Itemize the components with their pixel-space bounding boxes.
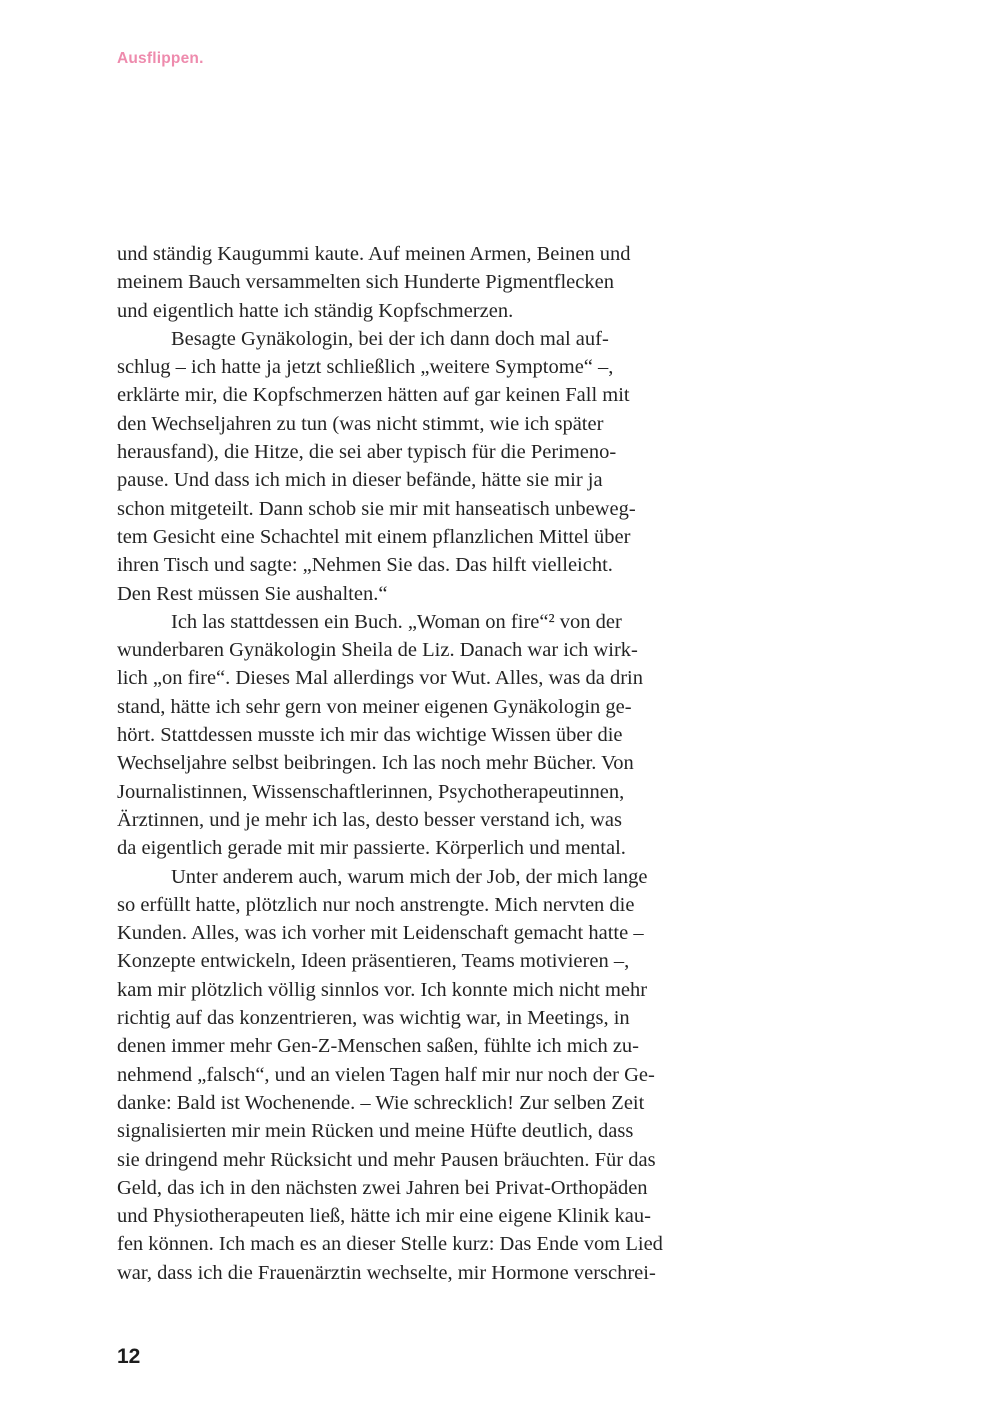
text-line: hört. Stattdessen musste ich mir das wichtige Wissen über die — [117, 724, 623, 747]
text-line: ihren Tisch und sagte: „Nehmen Sie das. Das hilft vielleicht. — [117, 554, 613, 577]
text-line: richtig auf das konzentrieren, was wichtig war, in Meetings, in — [117, 1007, 630, 1030]
text-line: schlug – ich hatte ja jetzt schließlich „weitere Symptome“ –, — [117, 356, 614, 379]
text-line: so erfüllt hatte, plötzlich nur noch anstrengte. Mich nervten die — [117, 893, 635, 916]
text-line: wunderbaren Gynäkologin Sheila de Liz. Danach war ich wirk- — [117, 639, 638, 662]
paragraph — [117, 240, 757, 325]
text-line: Unter anderem auch, warum mich der Job, der mich lange — [171, 865, 648, 888]
text-line: nehmend „falsch“, und an vielen Tagen half mir nur noch der Ge- — [117, 1063, 655, 1086]
page-text — [117, 240, 757, 1287]
text-line: erklärte mir, die Kopfschmerzen hätten auf gar keinen Fall mit — [117, 384, 630, 407]
text-line: danke: Bald ist Wochenende. – Wie schrecklich! Zur selben Zeit — [117, 1091, 645, 1114]
text-line: pause. Und dass ich mich in dieser befände, hätte sie mir ja — [117, 469, 603, 492]
text-line: schon mitgeteilt. Dann schob sie mir mit hanseatisch unbeweg- — [117, 497, 636, 520]
text-line: Den Rest müssen Sie aushalten.“ — [117, 582, 388, 605]
paragraph — [117, 608, 757, 863]
text-line: da eigentlich gerade mit mir passierte. Körperlich und mental. — [117, 837, 626, 860]
text-line: und eigentlich hatte ich ständig Kopfschmerzen. — [117, 299, 514, 322]
running-header: Ausflippen. — [117, 50, 204, 67]
text-line: kam mir plötzlich völlig sinnlos vor. Ich konnte mich nicht mehr — [117, 978, 648, 1001]
text-line: herausfand), die Hitze, die sei aber typisch für die Perimeno- — [117, 441, 617, 464]
text-line: Journalistinnen, Wissenschaftlerinnen, Psychotherapeutinnen, — [117, 780, 625, 803]
text-line: stand, hätte ich sehr gern von meiner eigenen Gynäkologin ge- — [117, 695, 632, 718]
page-number: 12 — [117, 1345, 141, 1368]
text-line: fen können. Ich mach es an dieser Stelle kurz: Das Ende vom Lied — [117, 1233, 663, 1256]
text-line: Besagte Gynäkologin, bei der ich dann doch mal auf- — [171, 327, 609, 350]
paragraph — [117, 863, 757, 1287]
text-line: sie dringend mehr Rücksicht und mehr Pausen bräuchten. Für das — [117, 1148, 656, 1171]
text-line: den Wechseljahren zu tun (was nicht stimmt, wie ich später — [117, 412, 604, 435]
text-line: signalisierten mir mein Rücken und meine Hüfte deutlich, dass — [117, 1120, 634, 1143]
text-line: Konzepte entwickeln, Ideen präsentieren, Teams motivieren –, — [117, 950, 630, 973]
paragraph — [117, 325, 757, 608]
text-line: meinem Bauch versammelten sich Hunderte Pigmentflecken — [117, 271, 614, 294]
text-line: Wechseljahre selbst beibringen. Ich las noch mehr Bücher. Von — [117, 752, 634, 775]
text-line: denen immer mehr Gen-Z-Menschen saßen, fühlte ich mich zu- — [117, 1035, 639, 1058]
text-line: lich „on fire“. Dieses Mal allerdings vor Wut. Alles, was da drin — [117, 667, 643, 690]
text-line: Geld, das ich in den nächsten zwei Jahren bei Privat-Orthopäden — [117, 1176, 648, 1199]
text-line: Ärztinnen, und je mehr ich las, desto besser verstand ich, was — [117, 808, 622, 831]
text-line: tem Gesicht eine Schachtel mit einem pflanzlichen Mittel über — [117, 525, 631, 548]
text-line: Ich las stattdessen ein Buch. „Woman on fire“² von der — [171, 610, 622, 633]
text-line: und ständig Kaugummi kaute. Auf meinen Armen, Beinen und — [117, 243, 631, 265]
text-line: war, dass ich die Frauenärztin wechselte, mir Hormone verschrei- — [117, 1261, 656, 1284]
text-line: und Physiotherapeuten ließ, hätte ich mir eine eigene Klinik kau- — [117, 1205, 651, 1228]
text-line: Kunden. Alles, was ich vorher mit Leidenschaft gemacht hatte – — [117, 922, 644, 945]
